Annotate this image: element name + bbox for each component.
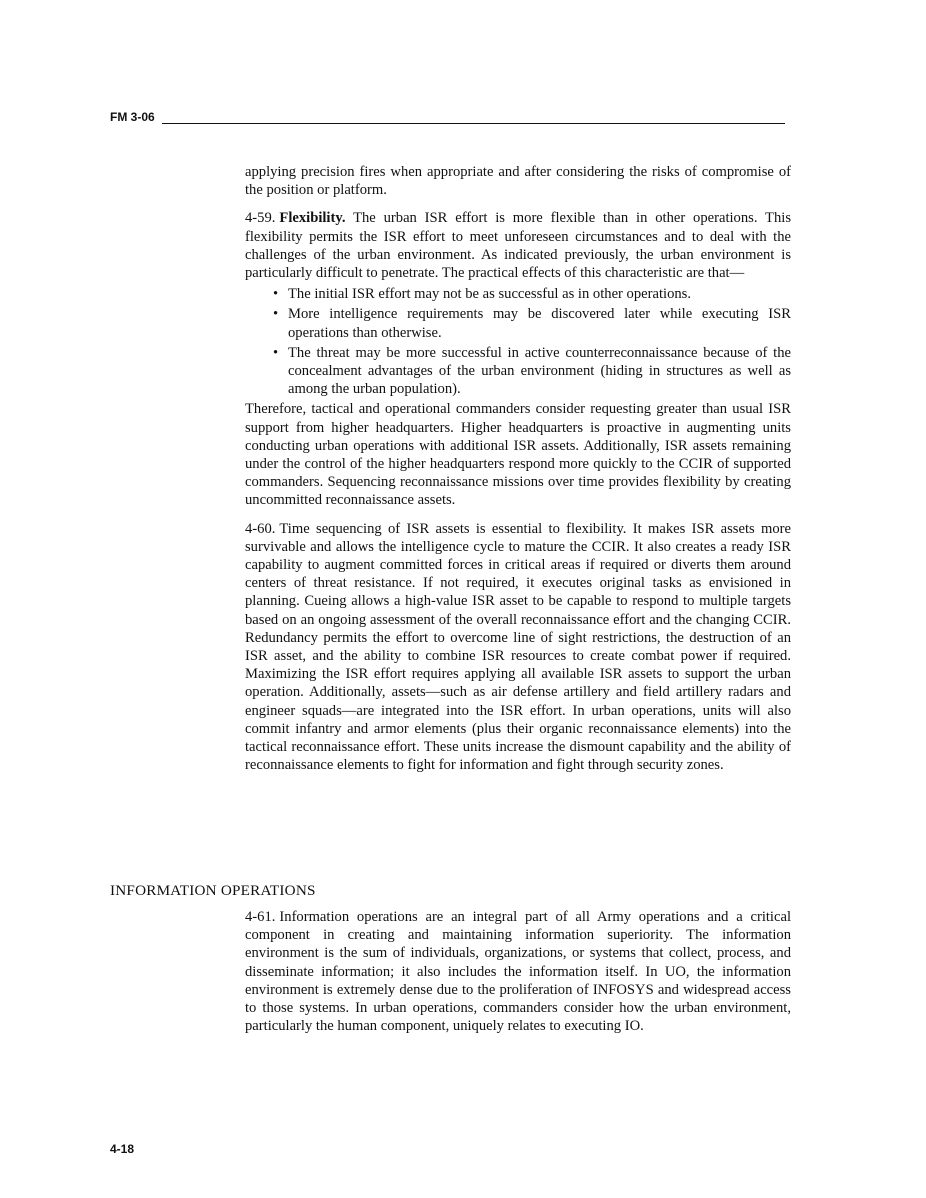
paragraph-4-60 [245, 520, 791, 775]
paragraph-number: 4-61. [245, 909, 276, 925]
paragraph-heading: Flexibility. [279, 210, 346, 227]
bullet-icon: • [273, 344, 279, 361]
paragraph-number: 4-60. [245, 520, 276, 537]
page-header [110, 110, 785, 126]
conclusion-paragraph: Therefore, tactical and operational commanders consider requesting greater than usual ISR support from higher headquarters. Higher headquarters is proactive in augmenting units conducting urban operations with additional ISR assets. Additionally, ISR assets remaining under the control of the higher headquarters respond more quickly to the CCIR of supported commanders. Sequencing reconnaissance missions over time provides flexibility by creating uncommitted reconnaissance assets. [245, 401, 791, 509]
bullet-icon: • [273, 286, 279, 303]
bullet-text: The threat may be more successful in active counterreconnaissance because of the concealment advantages of the urban environment (hiding in structures as well as among the urban population). [288, 344, 791, 398]
paragraph-text: The urban ISR effort is more flexible than in other operations. This flexibility permits the ISR effort to meet unforeseen circumstances and to deal with the challenges of the urban environment. As indicated previously, the urban environment is particularly difficult to penetrate. The practical effects of this characteristic are that— [245, 210, 792, 282]
paragraph-number: 4-59. [245, 210, 276, 227]
section-content [245, 908, 791, 1035]
list-item [273, 285, 791, 303]
list-item [273, 305, 791, 341]
paragraph-text: Time sequencing of ISR assets is essential to flexibility. It makes ISR assets more survivable and allows the intelligence cycle to mature the CCIR. It also creates a ready ISR capability to augment committed forces in critical areas if required or diverts them around centers of threat resistance. If not required, it executes original tasks as envisioned in planning. Cueing allows a high-value ISR asset to be capable to respond to multiple targets based on an ongoing assessment of the overall reconnaissance effort and the changing CCIR. Redundancy permits the effort to overcome line of sight restrictions, the destruction of an ISR asset, and the ability to combine ISR resources to create combat power if required. Maximizing the ISR effort requires applying all available ISR assets to support the urban operation. Additionally, assets—such as air defense artillery and field artillery radars and engineer squads—are integrated into the ISR effort. In urban operations, units will also commit infantry and armor elements (plus their organic reconnaissance elements) into the tactical reconnaissance effort. These units increase the dismount capability and the ability of reconnaissance elements to fight for information and fight through security zones. [245, 520, 791, 774]
paragraph-text: Information operations are an integral part of all Army operations and a critical component in creating and maintaining information superiority. The information environment is the sum of individuals, organizations, or systems that collect, process, and disseminate information; it also includes the information itself. In UO, the information environment is extremely dense due to the proliferation of INFOSYS and widespread access to those systems. In urban operations, commanders consider how the urban environment, particularly the human component, uniquely relates to executing IO. [245, 909, 791, 1035]
page-number: 4-18 [110, 1142, 135, 1156]
bullet-text: The initial ISR effort may not be as successful as in other operations. [288, 286, 691, 303]
paragraph-4-61 [245, 908, 791, 1035]
section-heading: INFORMATION OPERATIONS [110, 882, 316, 899]
header-rule [162, 123, 785, 124]
manual-id: FM 3-06 [110, 110, 161, 124]
continuation-paragraph: applying precision fires when appropriate and after considering the risks of compromise of the position or platform. [245, 164, 791, 199]
main-content [245, 163, 791, 775]
bullet-list [245, 285, 791, 398]
list-item [273, 344, 791, 399]
bullet-text: More intelligence requirements may be discovered later while executing ISR operations than otherwise. [288, 306, 791, 341]
paragraph-4-59 [245, 209, 791, 282]
bullet-icon: • [273, 306, 279, 323]
